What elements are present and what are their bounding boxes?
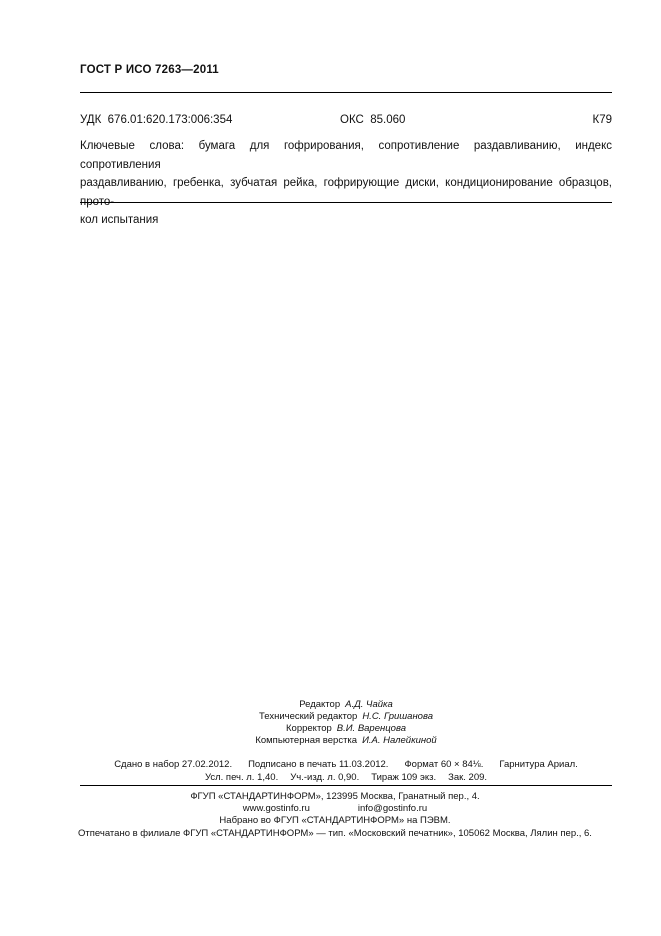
printed-line: Отпечатано в филиале ФГУП «СТАНДАРТИНФОРМ» — тип. «Московский печатник», 105062 Москва, Лялин пер., 6. (78, 827, 592, 839)
credit-name: И.А. Налейкиной (362, 735, 437, 746)
credit-name: В.И. Варенцова (336, 723, 406, 734)
keywords-line: кол испытания (80, 214, 159, 227)
print-info-segment: Зак. 209. (448, 772, 488, 783)
print-info-segment: Усл. печ. л. 1,40. (204, 772, 279, 783)
credit-role: Технический редактор (259, 711, 358, 722)
udk-code: УДК 676.01:620.173:006:354 (80, 114, 233, 126)
keywords-line: раздавливанию, гребенка, зубчатая рейка, гофрирующие диски, кондиционирование образцов, прото- (80, 177, 612, 208)
header-divider-rule (80, 92, 612, 93)
imprint-block (49, 791, 621, 840)
credit-row (80, 711, 612, 723)
credit-role: Редактор (299, 699, 341, 710)
keywords-line: Ключевые слова: бумага для гофрирования, сопротивление раздавливанию, индекс сопротивления (80, 140, 612, 171)
print-info-segment: Тираж 109 экз. (371, 772, 437, 783)
print-info-segment: Уч.-изд. л. 0,90. (290, 772, 360, 783)
website-text: www.gostinfo.ru (242, 803, 310, 815)
credit-row (80, 723, 612, 735)
credits-block (80, 699, 612, 747)
imprint-divider-rule (80, 785, 612, 786)
credit-role: Компьютерная верстка (255, 735, 358, 746)
contact-line (49, 803, 621, 815)
credit-name: Н.С. Гришанова (362, 711, 433, 722)
print-info-line (80, 758, 612, 771)
keywords-paragraph (80, 137, 612, 230)
class-code: К79 (592, 114, 612, 126)
keywords-divider-rule (80, 202, 612, 203)
print-info-segment: Сдано в набор 27.02.2012. (114, 759, 233, 770)
print-info-segment: Формат 60 × 84⅛. (404, 759, 484, 770)
print-info-line (80, 771, 612, 784)
oks-code: ОКС 85.060 (340, 114, 406, 126)
credit-name: А.Д. Чайка (345, 699, 393, 710)
credit-row (80, 735, 612, 747)
publisher-address-line: ФГУП «СТАНДАРТИНФОРМ», 123995 Москва, Гранатный пер., 4. (190, 791, 480, 802)
print-info-segment: Гарнитура Ариал. (499, 759, 578, 770)
credit-row (80, 699, 612, 711)
print-info-segment: Подписано в печать 11.03.2012. (248, 759, 389, 770)
credit-role: Корректор (286, 723, 332, 734)
print-production-info (80, 758, 612, 784)
classification-row (80, 114, 612, 128)
standard-code-header: ГОСТ Р ИСО 7263—2011 (80, 64, 219, 76)
email-text: info@gostinfo.ru (357, 803, 428, 815)
typeset-line: Набрано во ФГУП «СТАНДАРТИНФОРМ» на ПЭВМ. (219, 815, 451, 827)
